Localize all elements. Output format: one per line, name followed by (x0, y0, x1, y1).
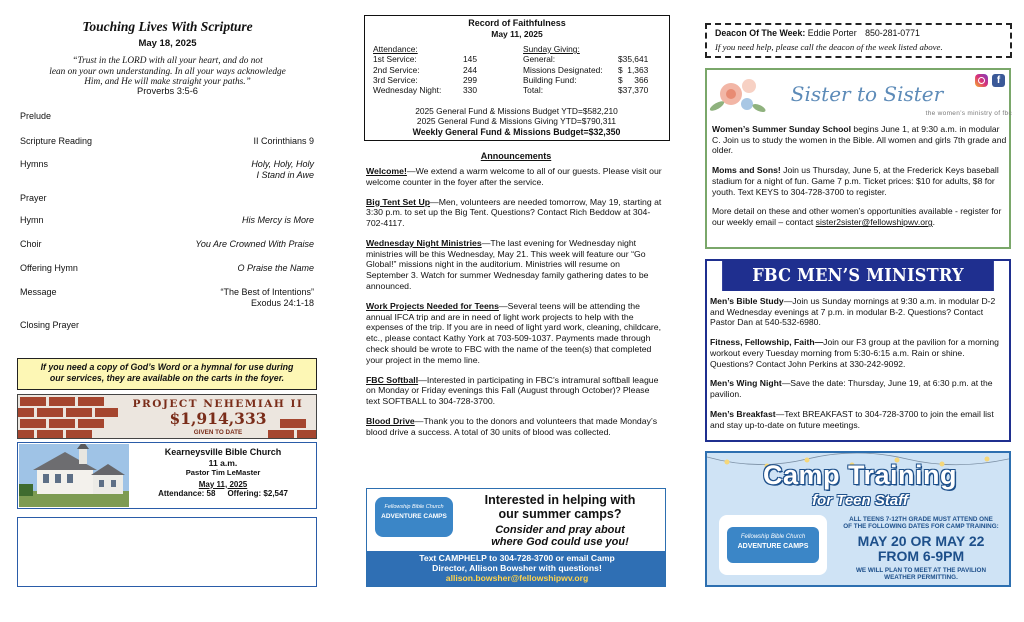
attendance-header: Attendance: (373, 44, 418, 54)
ct-line: OF THE FOLLOWING DATES FOR CAMP TRAINING: (843, 522, 999, 530)
program-item (20, 320, 314, 331)
record-value: 145 (463, 54, 477, 65)
announcement-body: —We extend a warm welcome to all of our guests. Please visit our welcome counter in the foyer after the service. (366, 166, 662, 187)
verse-line: Him, and He will make straight your paths.” (84, 77, 251, 88)
record-label: Total: (523, 85, 544, 95)
ct-logo-line1: Fellowship Bible Church (740, 534, 806, 540)
mens-item-body: —Join us Sunday mornings at 9:30 a.m. in modular D-2 and Wednesday evenings at 7 p.m. in modular B-2. Questions? Contact Pastor Dan at 540-532-6980. (710, 296, 996, 328)
verse-line: lean on your own understanding. In all your ways acknowledge (49, 66, 286, 77)
program-label: Scripture Reading (20, 136, 93, 146)
program-item (20, 215, 314, 226)
mens-item-body: —Save the date: Thursday, June 19, at 6:30 p.m. at the pavilion. (710, 378, 993, 400)
camp-question (455, 494, 665, 522)
record-value: 299 (463, 74, 477, 85)
announcement-body: —Interested in participating in FBC’s intramural softball league on Monday or Friday evenings this Fall (August through October)? Please text SOFTBALL to 304-728-3700. (366, 374, 659, 407)
announcement-body: —Several teens will be attending the annual IFCA trip and are in need of light work projects to help with the expenses of the trip. If you are in need of light yard work, cleaning, childcare, etc., please contact Kathy York at 703-509-1037. Payments made through check should be wrote to FBC with the name of the teen(s) that completed your project in the memo line. (366, 300, 662, 365)
announcements-title: Announcements (480, 151, 552, 161)
scripture-verse (0, 56, 335, 88)
kbc-info (130, 447, 316, 499)
announcement-heading: Work Projects Needed for Teens (366, 300, 499, 311)
record-row (523, 75, 658, 85)
announcement-body: —Men, volunteers are needed tomorrow, May 19, starting at 3:30 p.m. to set up the Big Tent. Questions? Contact Rich Beddow at 304-702-4117. (366, 196, 662, 229)
camp-contact-line: Director, Allison Bowsher with questions! (432, 562, 602, 573)
program-label: Hymns (20, 159, 49, 169)
record-label: 2nd Service: (373, 64, 420, 75)
program-detail (251, 159, 314, 181)
record-label: Missions Designated: (523, 64, 603, 75)
nehemiah-title: PROJECT NEHEMIAH II (132, 398, 304, 410)
giving-table (523, 44, 658, 95)
program-label: Hymn (20, 215, 44, 225)
record-value: 330 (463, 85, 477, 95)
announcement-heading: Welcome! (366, 166, 407, 176)
giving-header: Sunday Giving: (523, 44, 580, 54)
kearneysville-box (17, 442, 317, 509)
verse-reference: Proverbs 3:5-6 (137, 86, 198, 96)
attendance-table (373, 44, 483, 95)
deacon-note: If you need help, please call the deacon of the week listed above. (715, 41, 943, 52)
program-detail (242, 215, 314, 226)
deacon-line (715, 28, 1002, 39)
record-of-faithfulness (364, 15, 670, 141)
kbc-offering: Offering: $2,547 (227, 489, 288, 499)
ct-line: WEATHER PERMITTING. (884, 573, 958, 581)
bulletin-date: May 18, 2025 (138, 38, 197, 49)
program-label: Prelude (20, 111, 52, 121)
announcement-heading: FBC Softball (366, 374, 419, 385)
announcement-heading: Wednesday Night Ministries (366, 237, 482, 248)
program-label: Message (20, 287, 57, 297)
announcements-list (366, 166, 664, 446)
ytd-giving: 2025 General Fund & Missions Giving YTD=$790,311 (416, 115, 617, 126)
program-detail (237, 263, 314, 274)
camp-logo (375, 497, 453, 537)
announcement-item (366, 416, 664, 438)
camp-consider-line: Consider and pray about (495, 524, 625, 536)
instagram-icon[interactable] (975, 74, 988, 87)
flower-graphic (709, 72, 769, 118)
mens-ministry-item (710, 337, 1004, 369)
ytd-budget: 2025 General Fund & Missions Budget YTD=$582,210 (415, 106, 618, 116)
program-detail-line: I Stand in Awe (256, 169, 314, 180)
mens-item-heading: Men’s Breakfast (710, 408, 776, 419)
ytd-block (365, 107, 668, 137)
program-item (20, 136, 314, 147)
announcement-heading: Blood Drive (366, 415, 415, 426)
camp-training-details (831, 517, 1011, 581)
sister-p2-body: Join us Thursday, June 5, at the Frederick Keys baseball stadium for a night of fun. Game 7 p.m. Ticket prices: $10 for adults, $8 for youth. Text KEYS to 304-728-3700 to register. (712, 165, 999, 197)
camp-training-sub: for Teen Staff (812, 492, 908, 509)
weekly-budget: Weekly General Fund & Missions Budget=$32,350 (412, 126, 621, 137)
mens-ministry-box (705, 259, 1011, 442)
sister-p3: More detail on these and other women’s opportunities available - register for our weekly email – contact (712, 206, 1002, 228)
record-row (523, 85, 658, 95)
record-row (523, 65, 658, 75)
camp-training-title: Camp Training (762, 460, 958, 490)
record-label: Building Fund: (523, 74, 577, 85)
ct-dates: MAY 20 OR MAY 22 (857, 532, 985, 549)
announcement-body: —Thank you to the donors and volunteers that made Monday’s blood drive a success. A total of 30 units of blood was collected. (366, 415, 658, 437)
nehemiah-sub: GIVEN TO DATE (193, 429, 243, 436)
ct-logo-line2: ADVENTURE CAMPS (737, 543, 809, 551)
bulletin-title: Touching Lives With Scripture (82, 19, 253, 34)
record-row (523, 54, 658, 64)
mens-item-heading: Fitness, Fellowship, Faith— (710, 337, 824, 348)
program-detail-line: “The Best of Intentions” (220, 287, 314, 297)
program-item (20, 193, 314, 204)
mens-item-heading: Men’s Bible Study (710, 296, 784, 306)
deacon-of-week-box (705, 23, 1012, 58)
announcement-heading: Big Tent Set Up (366, 196, 431, 207)
camp-question-line: our summer camps? (498, 506, 622, 521)
program-item (20, 111, 314, 122)
mens-ministry-item (710, 296, 1004, 328)
program-detail-line: Holy, Holy, Holy (251, 159, 314, 169)
program-item (20, 263, 314, 274)
sister-paragraph (712, 124, 1008, 156)
program-detail-line: You Are Crowned With Praise (195, 239, 314, 249)
program-item (20, 239, 314, 250)
record-value: $37,370 (618, 85, 649, 95)
record-title: Record of Faithfulness (468, 18, 566, 28)
notice-line: our services, they are available on the carts in the foyer. (49, 372, 285, 383)
ct-time: FROM 6-9PM (877, 548, 965, 565)
program-detail (195, 239, 314, 250)
mens-item-body: Join our F3 group at the pavilion for a morning workout every Tuesday morning from 5:30-6:15 a.m. Rain or shine. Questions? Contact John Perkins at 330-242-9092. (710, 337, 999, 369)
church-photo (19, 444, 129, 507)
program-detail-line: II Corinthians 9 (253, 136, 314, 146)
record-value: $ 1,363 (618, 64, 649, 75)
announcement-item (366, 166, 664, 188)
program-label: Closing Prayer (20, 320, 80, 330)
record-label: 1st Service: (373, 54, 417, 65)
program-label: Offering Hymn (20, 263, 78, 273)
mens-item-body: —Text BREAKFAST to 304-728-3700 to join the email list and stay up-to-date on future meetings. (710, 408, 994, 430)
camp-email-link[interactable]: allison.bowsher@fellowshipwv.org (445, 572, 589, 583)
program-detail (253, 136, 314, 147)
program-label: Choir (20, 239, 42, 249)
record-value: $ 366 (618, 74, 649, 85)
camp-consider (455, 524, 665, 549)
record-row (373, 54, 483, 64)
empty-placeholder-box (17, 517, 317, 587)
camp-logo-line2: ADVENTURE CAMPS (381, 512, 447, 520)
sister-paragraph: More detail on these and other women’s opportunities available - register for our weekly email – contact sister2sister@fellowshipwv.org. (712, 206, 1002, 228)
ct-line: ALL TEENS 7-12TH GRADE MUST ATTEND ONE (849, 516, 993, 523)
camp-logo-line1: Fellowship Bible Church (384, 504, 444, 510)
deacon-label: Deacon Of The Week: (715, 28, 806, 38)
sister-p2-head: Moms and Sons! (712, 165, 781, 176)
record-label: Wednesday Night: (373, 85, 442, 95)
record-row (373, 75, 483, 85)
sister-title: Sister to Sister (790, 82, 944, 106)
mens-ministry-items (707, 291, 1009, 430)
announcement-item (366, 375, 664, 407)
sister-to-sister-box (705, 68, 1011, 249)
record-value: 244 (463, 64, 477, 75)
sister-content (712, 124, 1008, 237)
ct-line: WE WILL PLAN TO MEET AT THE PAVILION (855, 566, 986, 574)
camp-training-logo (719, 515, 827, 575)
kbc-time: 11 a.m. (208, 457, 238, 468)
kbc-attendance: Attendance: 58 (158, 489, 216, 499)
record-label: General: (523, 54, 556, 65)
program-item (20, 287, 314, 309)
attendance-rows (373, 54, 483, 95)
sister-p1-body: begins June 1, at 9:30 a.m. in modular C. Join us to study the women in the Bible. All women and girls 7th grade and older. (712, 124, 1007, 156)
mens-ministry-title: FBC MEN’S MINISTRY (722, 261, 994, 291)
sister-paragraph (712, 165, 1008, 197)
deacon-name: Eddie Porter (807, 28, 857, 38)
announcement-item (366, 301, 664, 366)
record-value: $35,641 (618, 54, 649, 65)
kbc-date: May 11, 2025 (198, 479, 248, 489)
camp-training-box (705, 451, 1011, 587)
mens-ministry-item (710, 378, 1004, 399)
project-nehemiah-banner (17, 394, 317, 439)
kbc-pastor: Pastor Tim LeMaster (185, 468, 261, 478)
camp-help-banner (366, 488, 666, 587)
program-detail-line: Exodus 24:1-18 (250, 297, 314, 308)
record-row (373, 65, 483, 75)
nehemiah-amount: $1,914,333 (169, 409, 267, 428)
program-label: Prayer (20, 193, 47, 203)
verse-line: “Trust in the LORD with all your heart, and do not (72, 56, 263, 66)
record-date: May 11, 2025 (491, 28, 543, 39)
bible-hymnal-notice (17, 358, 317, 390)
middle-panel (362, 0, 670, 622)
kbc-name: Kearneysville Bible Church (164, 447, 282, 457)
sister-subtitle: the women’s ministry of fbc (925, 110, 1012, 117)
giving-rows (523, 54, 658, 95)
record-row (373, 85, 483, 95)
camp-contact-strip (367, 551, 666, 587)
program-item (20, 159, 314, 181)
camp-question-line: Interested in helping with (484, 493, 636, 507)
program-detail (220, 287, 314, 309)
deacon-phone: 850-281-0771 (865, 28, 920, 38)
right-panel (700, 0, 1020, 622)
sister-email-link[interactable]: sister2sister@fellowshipwv.org (815, 217, 933, 228)
camp-contact-line: Text CAMPHELP to 304-728-3700 or email Camp (419, 553, 615, 563)
kbc-stats (130, 489, 316, 499)
sister-p1-head: Women’s Summer Sunday School (712, 124, 851, 134)
facebook-icon[interactable]: f (992, 74, 1005, 87)
program-detail-line: His Mercy is More (241, 215, 314, 225)
mens-item-heading: Men’s Wing Night (710, 378, 782, 389)
left-panel (0, 0, 340, 622)
announcement-item (366, 197, 664, 229)
announcement-body: —The last evening for Wednesday night ministries will be this Wednesday, May 21. This week will feature our “Go Global!” missions night in the auditorium. Ministries will resume on September 3. Watch for summer Wednesday family gathering dates to be announced. (366, 237, 649, 292)
notice-line: If you need a copy of God’s Word or a hymnal for use during (40, 362, 294, 372)
announcement-item (366, 238, 664, 292)
camp-consider-line: where God could use you! (491, 536, 629, 549)
program-detail-line: O Praise the Name (237, 263, 314, 273)
record-label: 3rd Service: (373, 74, 418, 85)
mens-ministry-item (710, 409, 1004, 430)
